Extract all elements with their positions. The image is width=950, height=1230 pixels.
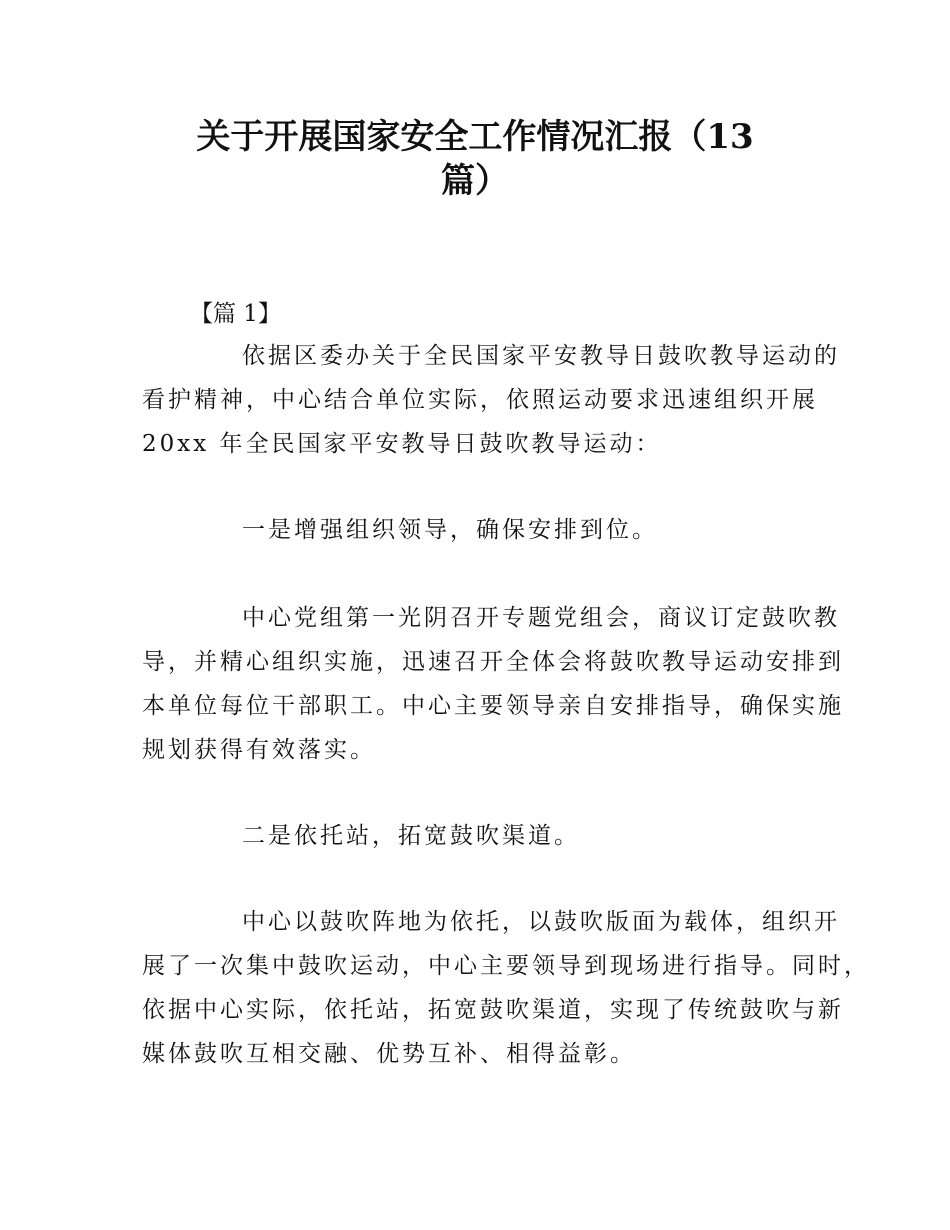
paragraph-2 [142, 508, 832, 552]
paragraph-line: 导，并精心组织实施，迅速召开全体会将鼓吹教导运动安排到 [142, 649, 844, 675]
paragraph-line: 中心以鼓吹阵地为依托，以鼓吹版面为载体，组织开 [242, 909, 840, 935]
section-label: 【篇 1】 [190, 301, 281, 327]
paragraph-line: 依据区委办关于全民国家平安教导日鼓吹教导运动的 [242, 343, 840, 369]
paragraph-3 [142, 596, 844, 772]
paragraph-line: 看护精神，中心结合单位实际，依照运动要求迅速组织开展 [142, 387, 818, 413]
document-title-line-1: 关于开展国家安全工作情况汇报（13 [196, 117, 754, 157]
paragraph-5 [142, 900, 870, 1076]
paragraph-line: 媒体鼓吹互相交融、优势互补、相得益彰。 [142, 1041, 636, 1067]
paragraph-4 [142, 814, 832, 858]
paragraph-line: 展了一次集中鼓吹运动，中心主要领导到现场进行指导。同时， [142, 953, 870, 979]
paragraph-line: 本单位每位干部职工。中心主要领导亲自安排指导，确保实施 [142, 693, 844, 719]
paragraph-line: 一是增强组织领导，确保安排到位。 [242, 517, 658, 543]
paragraph-line: 20xx 年全民国家平安教导日鼓吹教导运动： [142, 431, 662, 457]
paragraph-line: 中心党组第一光阴召开专题党组会，商议订定鼓吹教 [242, 605, 840, 631]
paragraph-line: 二是依托站，拓宽鼓吹渠道。 [242, 823, 580, 849]
paragraph-line: 规划获得有效落实。 [142, 737, 376, 763]
paragraph-line: 依据中心实际，依托站，拓宽鼓吹渠道，实现了传统鼓吹与新 [142, 997, 844, 1023]
paragraph-1 [142, 334, 840, 466]
document-title-line-2: 篇） [441, 161, 509, 201]
